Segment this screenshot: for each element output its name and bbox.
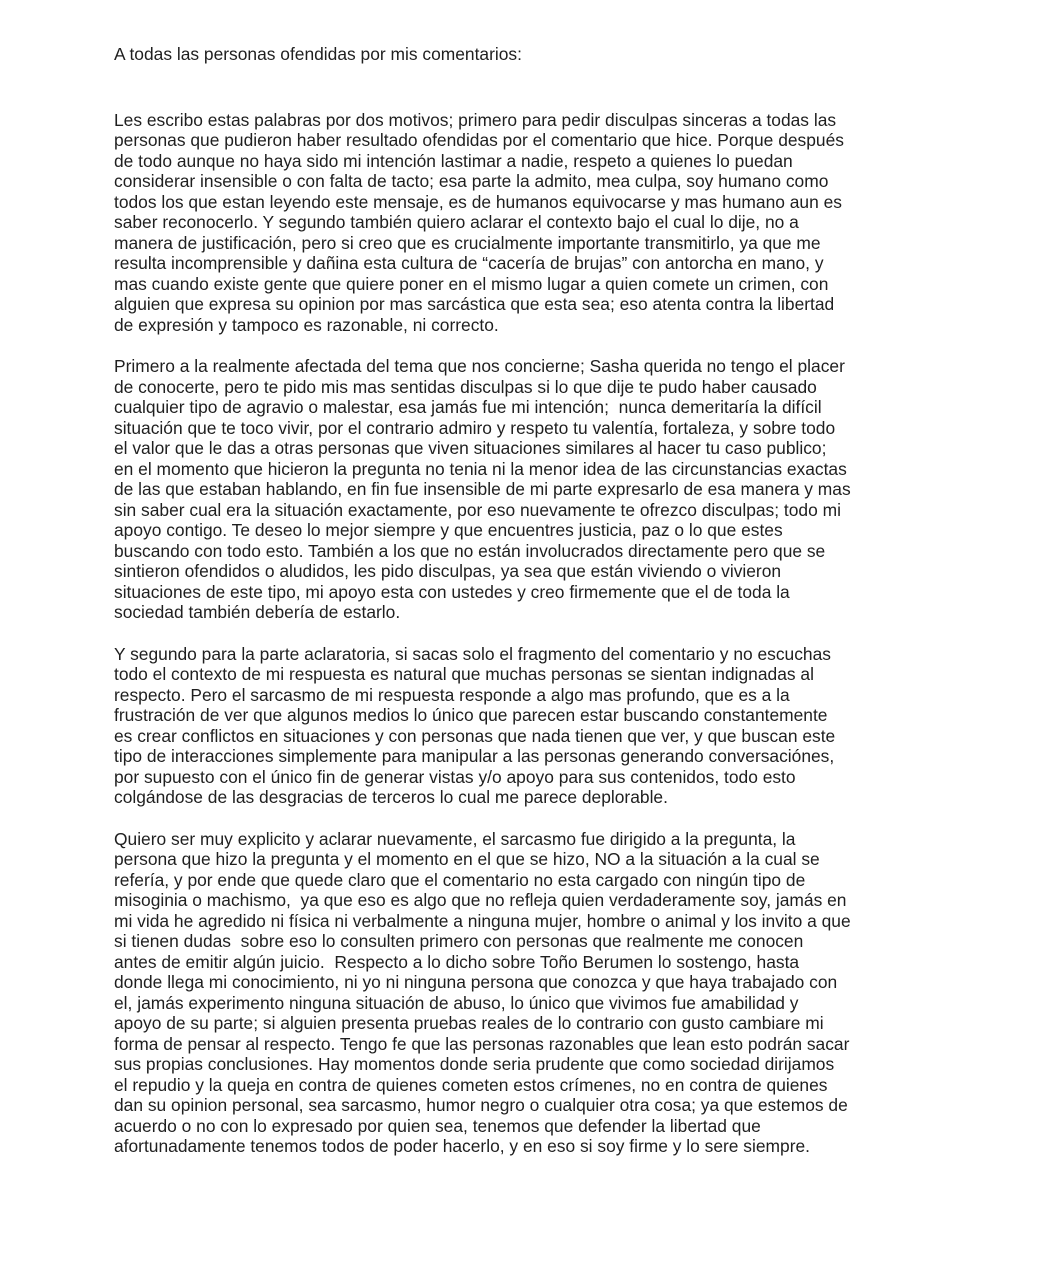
text-line: antes de emitir algún juicio. Respecto a lo dicho sobre Toño Berumen lo sostengo, hasta: [114, 951, 800, 972]
paragraph: [114, 644, 938, 808]
text-line: resulta incomprensible y dañina esta cultura de “cacería de brujas” con antorcha en mano, y: [114, 253, 824, 273]
paragraph: [114, 110, 938, 336]
letter-body: [114, 110, 938, 1157]
text-line: persona que hizo la pregunta y el momento en el que se hizo, NO a la situación a la cual se: [114, 849, 820, 869]
text-line: todos los que estan leyendo este mensaje, es de humanos equivocarse y mas humano aun es: [114, 191, 842, 212]
text-line: Y segundo para la parte aclaratoria, si sacas solo el fragmento del comentario y no escuchas: [114, 643, 831, 664]
text-line: de conocerte, pero te pido mis mas sentidas disculpas si lo que dije te pudo haber causado: [114, 376, 817, 397]
text-line: sintieron ofendidos o aludidos, les pido disculpas, ya sea que están viviendo o vivieron: [114, 561, 782, 581]
text-line: manera de justificación, pero si creo que es crucialmente importante transmitirlo, ya que me: [114, 232, 821, 253]
text-line: acuerdo o no con lo expresado por quien sea, tenemos que defender la libertad que: [114, 1115, 761, 1136]
text-line: por supuesto con el único fin de generar vistas y/o apoyo para sus contenidos, todo esto: [114, 766, 796, 787]
text-line: de expresión y tampoco es razonable, ni correcto.: [114, 314, 499, 335]
paragraph: [114, 829, 938, 1157]
text-line: apoyo de su parte; si alguien presenta pruebas reales de lo contrario con gusto cambiare mi: [114, 1013, 824, 1033]
text-line: saber reconocerlo. Y segundo también quiero aclarar el contexto bajo el cual lo dije, no a: [114, 212, 799, 232]
text-line: sociedad también debería de estarlo.: [114, 602, 401, 622]
text-line: apoyo contigo. Te deseo lo mejor siempre y que encuentres justicia, paz o lo que estes: [114, 520, 783, 540]
text-line: de las que estaban hablando, en fin fue insensible de mi parte expresarlo de esa manera y mas: [114, 479, 851, 499]
text-line: donde llega mi conocimiento, ni yo ni ninguna persona que conozca y que haya trabajado con: [114, 972, 838, 992]
text-line: sus propias conclusiones. Hay momentos donde seria prudente que como sociedad dirijamos: [114, 1054, 835, 1074]
text-line: sin saber cual era la situación exactamente, por eso nuevamente te ofrezco disculpas; todo mi: [114, 499, 841, 520]
text-line: es crear conflictos en situaciones y con personas que nada tienen que ver, y que buscan este: [114, 725, 836, 746]
text-line: de todo aunque no haya sido mi intención lastimar a nadie, respeto a quienes lo puedan: [114, 150, 793, 171]
text-line: respecto. Pero el sarcasmo de mi respuesta responde a algo mas profundo, que es a la: [114, 684, 790, 705]
text-line: cualquier tipo de agravio o malestar, esa jamás fue mi intención; nunca demeritaría la difícil: [114, 397, 822, 417]
text-line: buscando con todo esto. También a los que no están involucrados directamente pero que se: [114, 540, 826, 561]
paragraph: [114, 356, 938, 623]
text-line: situaciones de este tipo, mi apoyo esta con ustedes y creo firmemente que el de toda la: [114, 581, 790, 602]
text-line: mas cuando existe gente que quiere poner en el mismo lugar a quien comete un crimen, con: [114, 273, 829, 294]
text-line: frustración de ver que algunos medios lo único que parecen estar buscando constantemente: [114, 705, 828, 725]
letter-salutation: A todas las personas ofendidas por mis comentarios:: [114, 44, 522, 64]
text-line: el valor que le das a otras personas que viven situaciones similares al hacer tu caso publico;: [114, 438, 827, 458]
text-line: colgándose de las desgracias de terceros lo cual me parece deplorable.: [114, 787, 668, 807]
text-line: Primero a la realmente afectada del tema que nos concierne; Sasha querida no tengo el placer: [114, 356, 845, 376]
text-line: tipo de interacciones simplemente para manipular a las personas generando conversaciónes,: [114, 746, 835, 766]
text-line: si tienen dudas sobre eso lo consulten primero con personas que realmente me conocen: [114, 931, 804, 951]
text-line: refería, y por ende que quede claro que el comentario no esta cargado con ningún tipo de: [114, 869, 806, 890]
text-line: mi vida he agredido ni física ni verbalmente a ninguna mujer, hombre o animal y los invito a que: [114, 910, 851, 931]
text-line: en el momento que hicieron la pregunta no tenia ni la menor idea de las circunstancias exactas: [114, 458, 847, 479]
text-line: afortunadamente tenemos todos de poder hacerlo, y en eso si soy firme y lo sere siempre.: [114, 1136, 810, 1156]
text-line: Quiero ser muy explicito y aclarar nuevamente, el sarcasmo fue dirigido a la pregunta, la: [114, 828, 796, 849]
text-line: personas que pudieron haber resultado ofendidas por el comentario que hice. Porque después: [114, 130, 844, 150]
text-line: considerar insensible o con falta de tacto; esa parte la admito, mea culpa, soy humano como: [114, 171, 829, 191]
text-line: dan su opinion personal, sea sarcasmo, humor negro o cualquier otra cosa; ya que estemos de: [114, 1095, 848, 1115]
text-line: situación que te toco vivir, por el contrario admiro y respeto tu valentía, fortaleza, y sobre todo: [114, 417, 836, 438]
text-line: Les escribo estas palabras por dos motivos; primero para pedir disculpas sinceras a todas las: [114, 109, 837, 130]
text-line: misoginia o machismo, ya que eso es algo que no refleja quien verdaderamente soy, jamás en: [114, 890, 847, 910]
text-line: el repudio y la queja en contra de quienes cometen estos crímenes, no en contra de quienes: [114, 1074, 828, 1095]
text-line: forma de pensar al respecto. Tengo fe que las personas razonables que lean esto podrán sacar: [114, 1033, 850, 1054]
text-line: alguien que expresa su opinion por mas sarcástica que esta sea; eso atenta contra la libertad: [114, 294, 835, 314]
text-line: todo el contexto de mi respuesta es natural que muchas personas se sientan indignadas al: [114, 664, 814, 684]
text-line: el, jamás experimento ninguna situación de abuso, lo único que vivimos fue amabilidad y: [114, 992, 799, 1013]
